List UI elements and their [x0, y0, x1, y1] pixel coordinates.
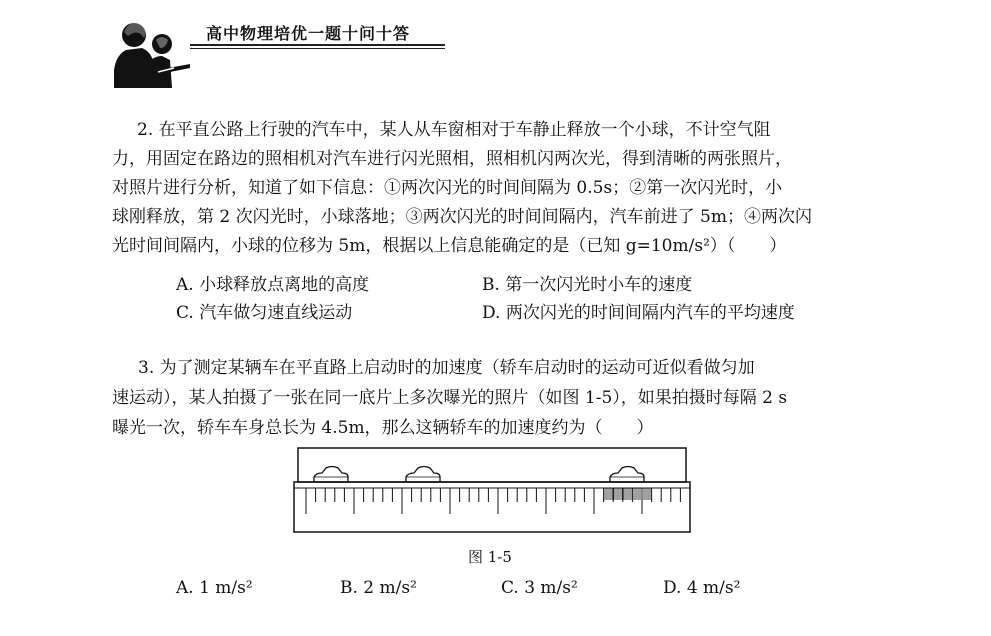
q3-option-b: B. 2 m/s² [340, 578, 417, 598]
q2-line-4: 球刚释放，第 2 次闪光时，小球落地；③两次闪光的时间间隔内，汽车前进了 5m；④两次闪 [112, 207, 812, 227]
header-title: 高中物理培优一题十问十答 [206, 24, 411, 43]
q2-line-3: 对照片进行分析，知道了如下信息：①两次闪光的时间间隔为 0.5s；②第一次闪光时，小 [112, 178, 783, 198]
q3-option-c: C. 3 m/s² [501, 578, 578, 598]
figure-1-5 [292, 446, 692, 534]
q3-option-a: A. 1 m/s² [176, 578, 253, 598]
q3-option-d: D. 4 m/s² [663, 578, 741, 598]
q2-option-b: B. 第一次闪光时小车的速度 [482, 275, 693, 295]
car-2 [406, 467, 440, 483]
q2-option-c: C. 汽车做匀速直线运动 [176, 303, 353, 323]
q2-option-d: D. 两次闪光的时间间隔内汽车的平均速度 [482, 303, 795, 323]
header-rule [190, 44, 445, 46]
q2-line-5: 光时间间隔内，小球的位移为 5m，根据以上信息能确定的是（已知 g=10m/s²）（ ） [112, 236, 787, 256]
q2-line-2: 力，用固定在路边的照相机对汽车进行闪光照相，照相机闪两次光，得到清晰的两张照片， [112, 149, 792, 169]
q3-line-3: 曝光一次，轿车车身总长为 4.5m，那么这辆轿车的加速度约为（ ） [112, 418, 654, 438]
ruler-figure [292, 446, 692, 534]
q2-option-a: A. 小球释放点离地的高度 [176, 275, 370, 295]
car-3 [610, 467, 644, 483]
header-illustration [112, 10, 192, 90]
q3-line-2: 速运动），某人拍摄了一张在同一底片上多次曝光的照片（如图 1-5），如果拍摄时每隔 2 s [112, 388, 788, 408]
q3-line-1: 3. 为了测定某辆车在平直路上启动时的加速度（轿车启动时的运动可近似看做匀加 [138, 358, 755, 378]
q2-line-1: 2. 在平直公路上行驶的汽车中，某人从车窗相对于车静止释放一个小球，不计空气阻 [137, 120, 771, 140]
header-rule-thin [190, 48, 445, 49]
car-1 [314, 467, 348, 483]
ruler-dense-ticks [604, 488, 650, 500]
ruler-body [294, 482, 690, 532]
figure-caption: 图 1-5 [468, 548, 512, 566]
